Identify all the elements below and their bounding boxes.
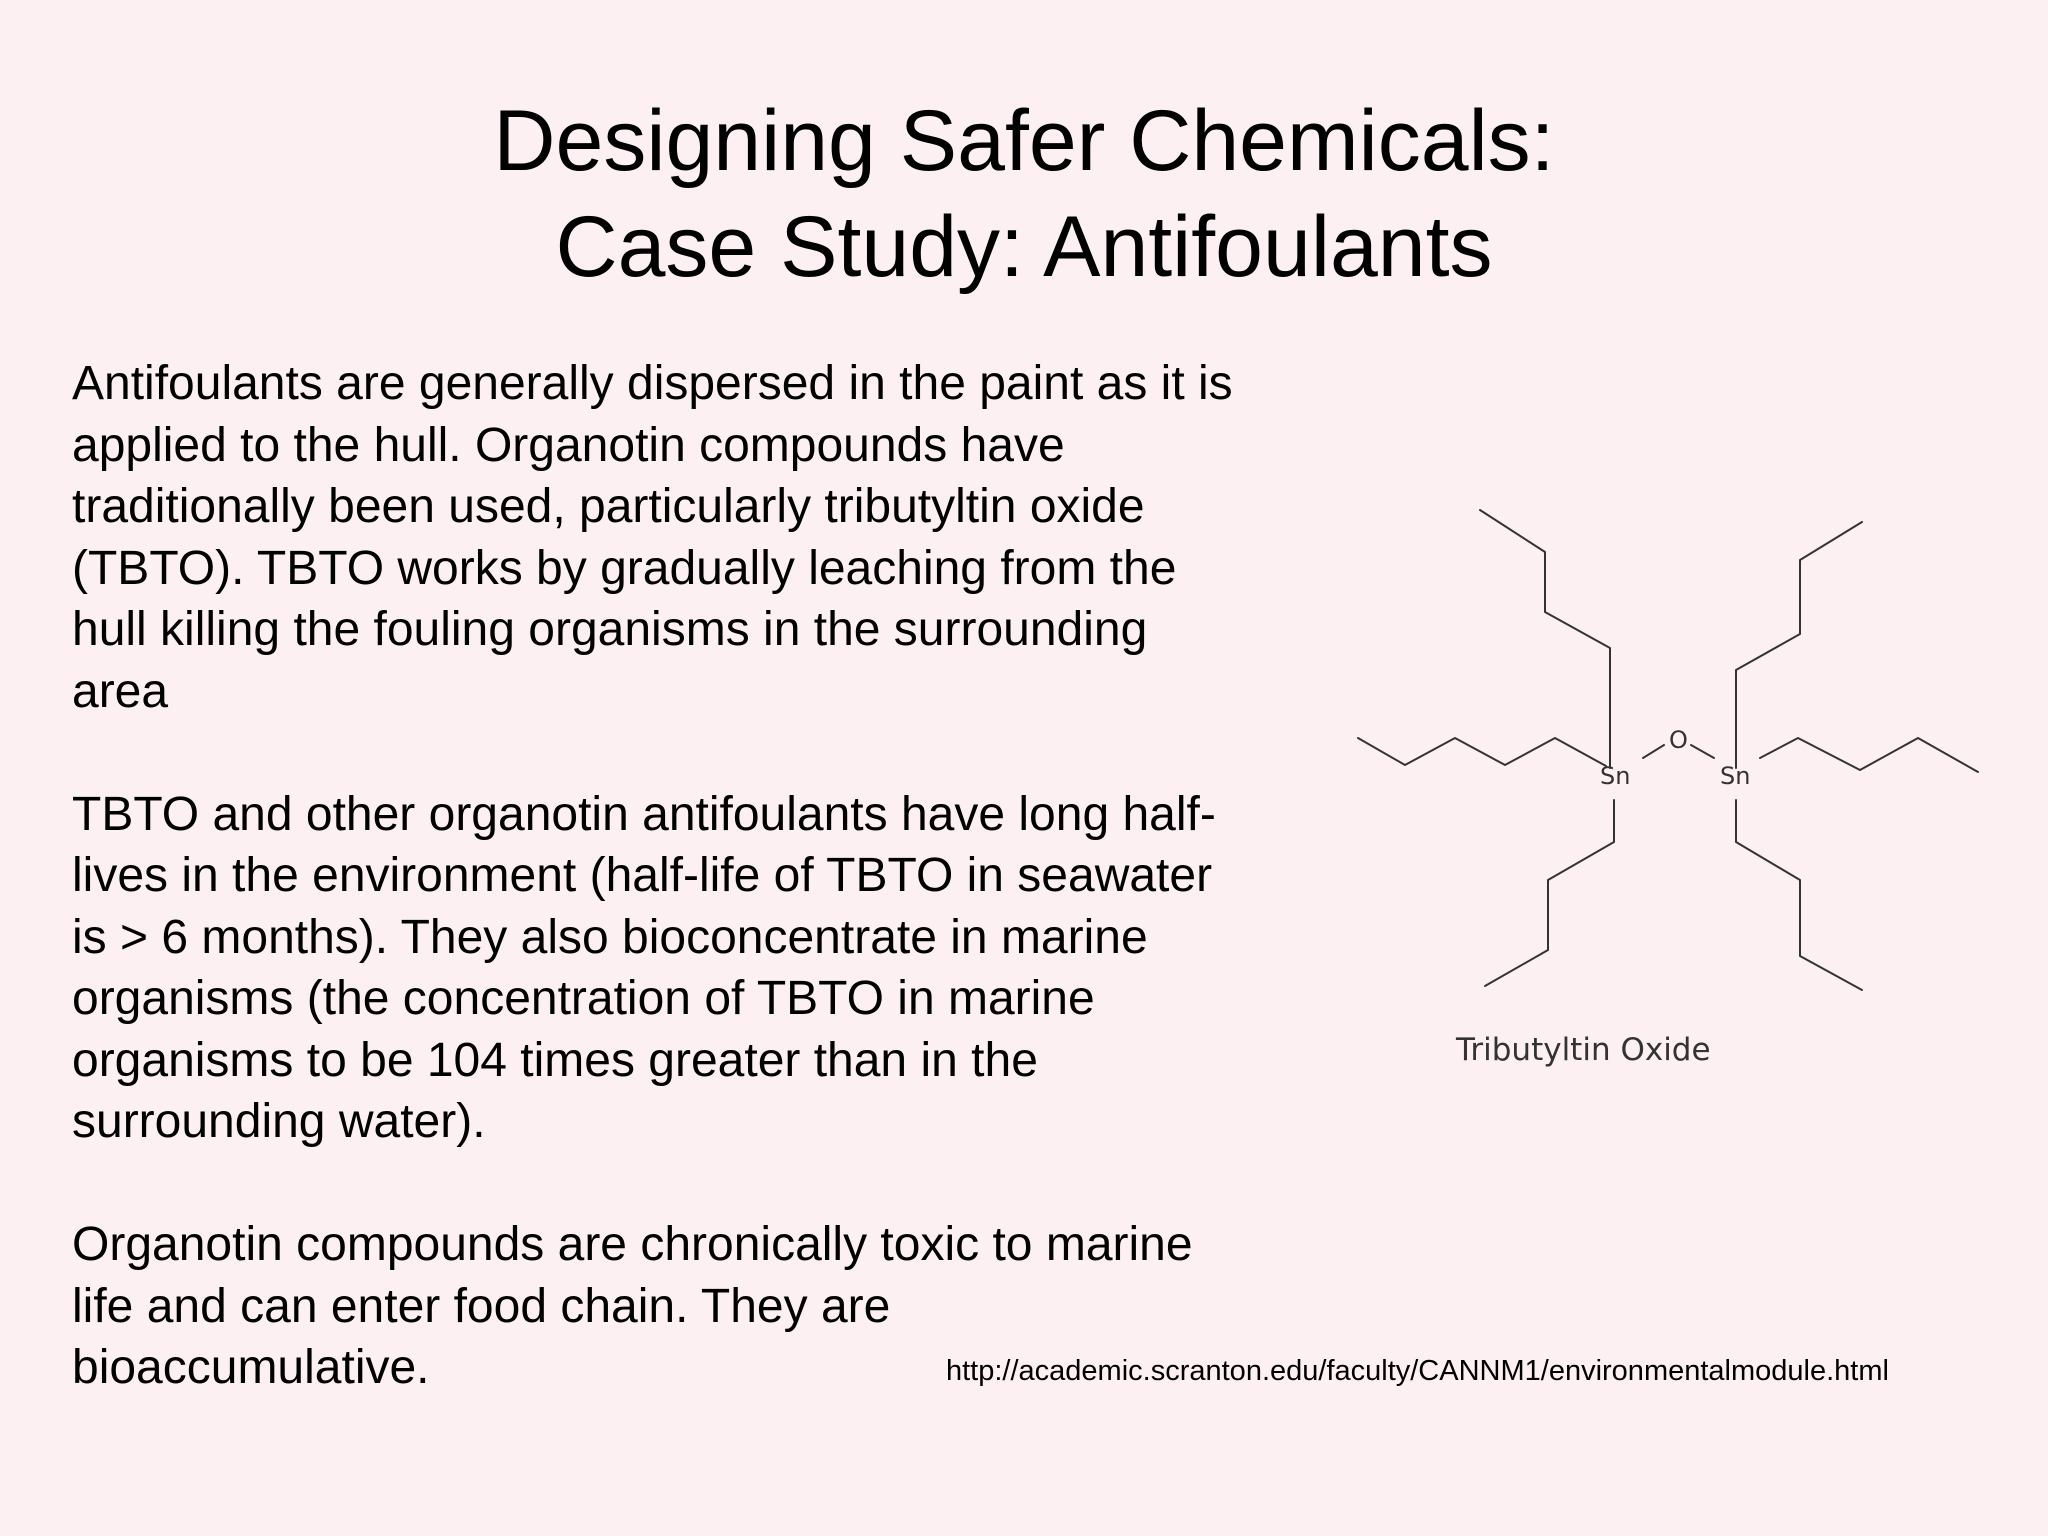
bond-chain-right-down xyxy=(1736,800,1862,990)
atom-o: O xyxy=(1669,726,1688,754)
title-line-1: Designing Safer Chemicals: xyxy=(493,93,1555,189)
paragraph-leaching: Antifoulants are generally dispersed in the paint as it is applied to the hull. Organotin compounds have traditionally been used, particularly tributyltin oxide (TBTO). TBTO works by gradually leaching from the hull killing the fouling organisms in the surrounding area xyxy=(72,357,1233,718)
bond-chain-left-up xyxy=(1480,510,1610,768)
bond-chain-right-side xyxy=(1760,738,1978,772)
structure-diagram xyxy=(1350,500,2000,1090)
paragraph-toxicity: Organotin compounds are chronically toxic to marine life and can enter food chain. They are bioaccumulative. xyxy=(72,1218,1193,1394)
molecule-caption: Tributyltin Oxide xyxy=(1456,1032,1711,1068)
atom-sn-right: Sn xyxy=(1720,762,1751,790)
body-text xyxy=(72,353,1362,1399)
tributyltin-oxide-structure xyxy=(1350,500,2000,1090)
title-line-2: Case Study: Antifoulants xyxy=(555,199,1493,295)
bond-o-sn-right xyxy=(1691,745,1714,758)
slide-title xyxy=(0,88,2048,300)
bond-chain-left-side xyxy=(1358,738,1606,766)
source-url: http://academic.scranton.edu/faculty/CANNM1/environmentalmodule.html xyxy=(946,1355,1889,1387)
bond-sn-o-left xyxy=(1643,745,1664,758)
bond-chain-left-down xyxy=(1485,800,1614,986)
atom-sn-left: Sn xyxy=(1600,762,1631,790)
bond-chain-right-up xyxy=(1736,522,1862,768)
paragraph-half-life: TBTO and other organotin antifoulants have long half- lives in the environment (half-life of TBTO in seawater is > 6 months). They also bioconcentrate in marine organisms (the concentration of TBTO in marine organisms to be 104 times greater than in the surrounding water). xyxy=(72,787,1216,1148)
